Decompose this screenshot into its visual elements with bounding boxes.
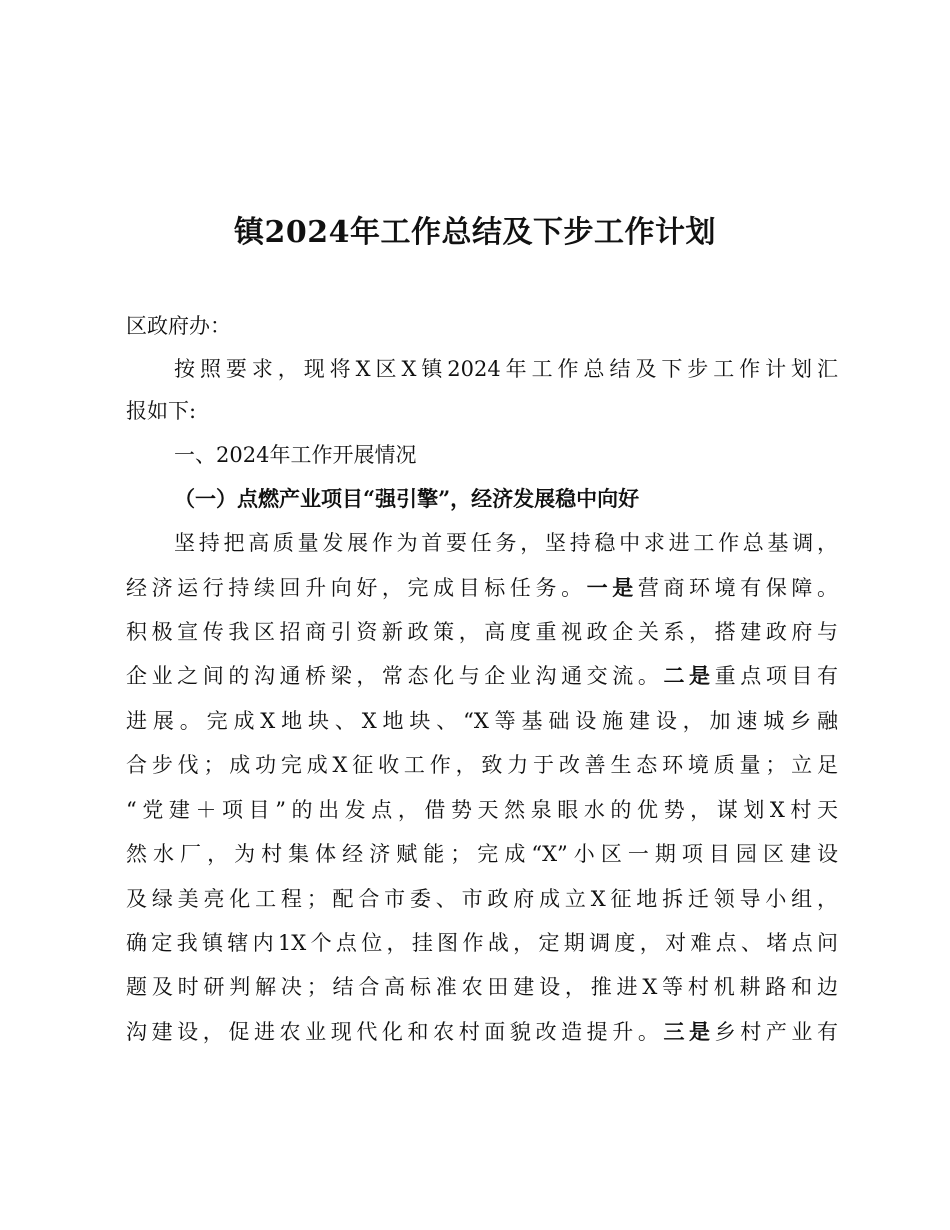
section-heading: 一、2024年工作开展情况	[174, 443, 417, 467]
paragraph-line-11: 题及时研判解决；结合高标准农田建设，推进X等村机耕路和边	[126, 975, 838, 999]
enumeration-marker-1: 一是	[586, 575, 638, 600]
paragraph-line-3: 积极宣传我区招商引资新政策，高度重视政企关系，搭建政府与	[126, 620, 838, 644]
paragraph-line-5: 进展。完成X地块、X地块、“X等基础设施建设，加速城乡融	[126, 709, 838, 733]
paragraph-line-8: 然水厂，为村集体经济赋能；完成“X”小区一期项目园区建设	[126, 842, 838, 866]
paragraph-line-6: 合步伐；成功完成X征收工作，致力于改善生态环境质量；立足	[126, 753, 838, 777]
intro-line-2: 报如下:	[126, 399, 197, 423]
paragraph-line-9: 及绿美亮化工程；配合市委、市政府成立X征地拆迁领导小组，	[126, 887, 838, 911]
addressee: 区政府办：	[126, 314, 231, 338]
paragraph-line-4	[126, 654, 838, 698]
enumeration-marker-3: 三是	[663, 1019, 715, 1044]
paragraph-line-2	[126, 566, 838, 610]
paragraph-line-1: 坚持把高质量发展作为首要任务，坚持稳中求进工作总基调，	[174, 531, 838, 555]
paragraph-line-12-text: 沟建设，促进农业现代化和农村面貌改造提升。	[126, 1020, 664, 1044]
paragraph-line-10: 确定我镇辖内1X个点位，挂图作战，定期调度，对难点、堵点问	[126, 931, 838, 955]
paragraph-line-4-text: 企业之间的沟通桥梁，常态化与企业沟通交流。	[126, 664, 664, 688]
paragraph-line-7: “党建＋项目”的出发点，借势天然泉眼水的优势，谋划X村天	[126, 798, 838, 822]
subsection-heading: （一）点燃产业项目“强引擎”，经济发展稳中向好	[174, 486, 640, 511]
intro-line-1: 按照要求，现将X区X镇2024年工作总结及下步工作计划汇	[174, 357, 838, 381]
paragraph-line-12-tail: 乡村产业有	[714, 1020, 838, 1044]
document-title: 镇2024年工作总结及下步工作计划	[234, 215, 716, 250]
paragraph-line-4-tail: 重点项目有	[714, 664, 838, 688]
paragraph-line-2-text: 经济运行持续回升向好，完成目标任务。	[126, 576, 587, 600]
paragraph-line-12	[126, 1010, 838, 1054]
paragraph-line-2-tail: 营商环境有保障。	[637, 576, 838, 600]
enumeration-marker-2: 二是	[663, 663, 715, 688]
